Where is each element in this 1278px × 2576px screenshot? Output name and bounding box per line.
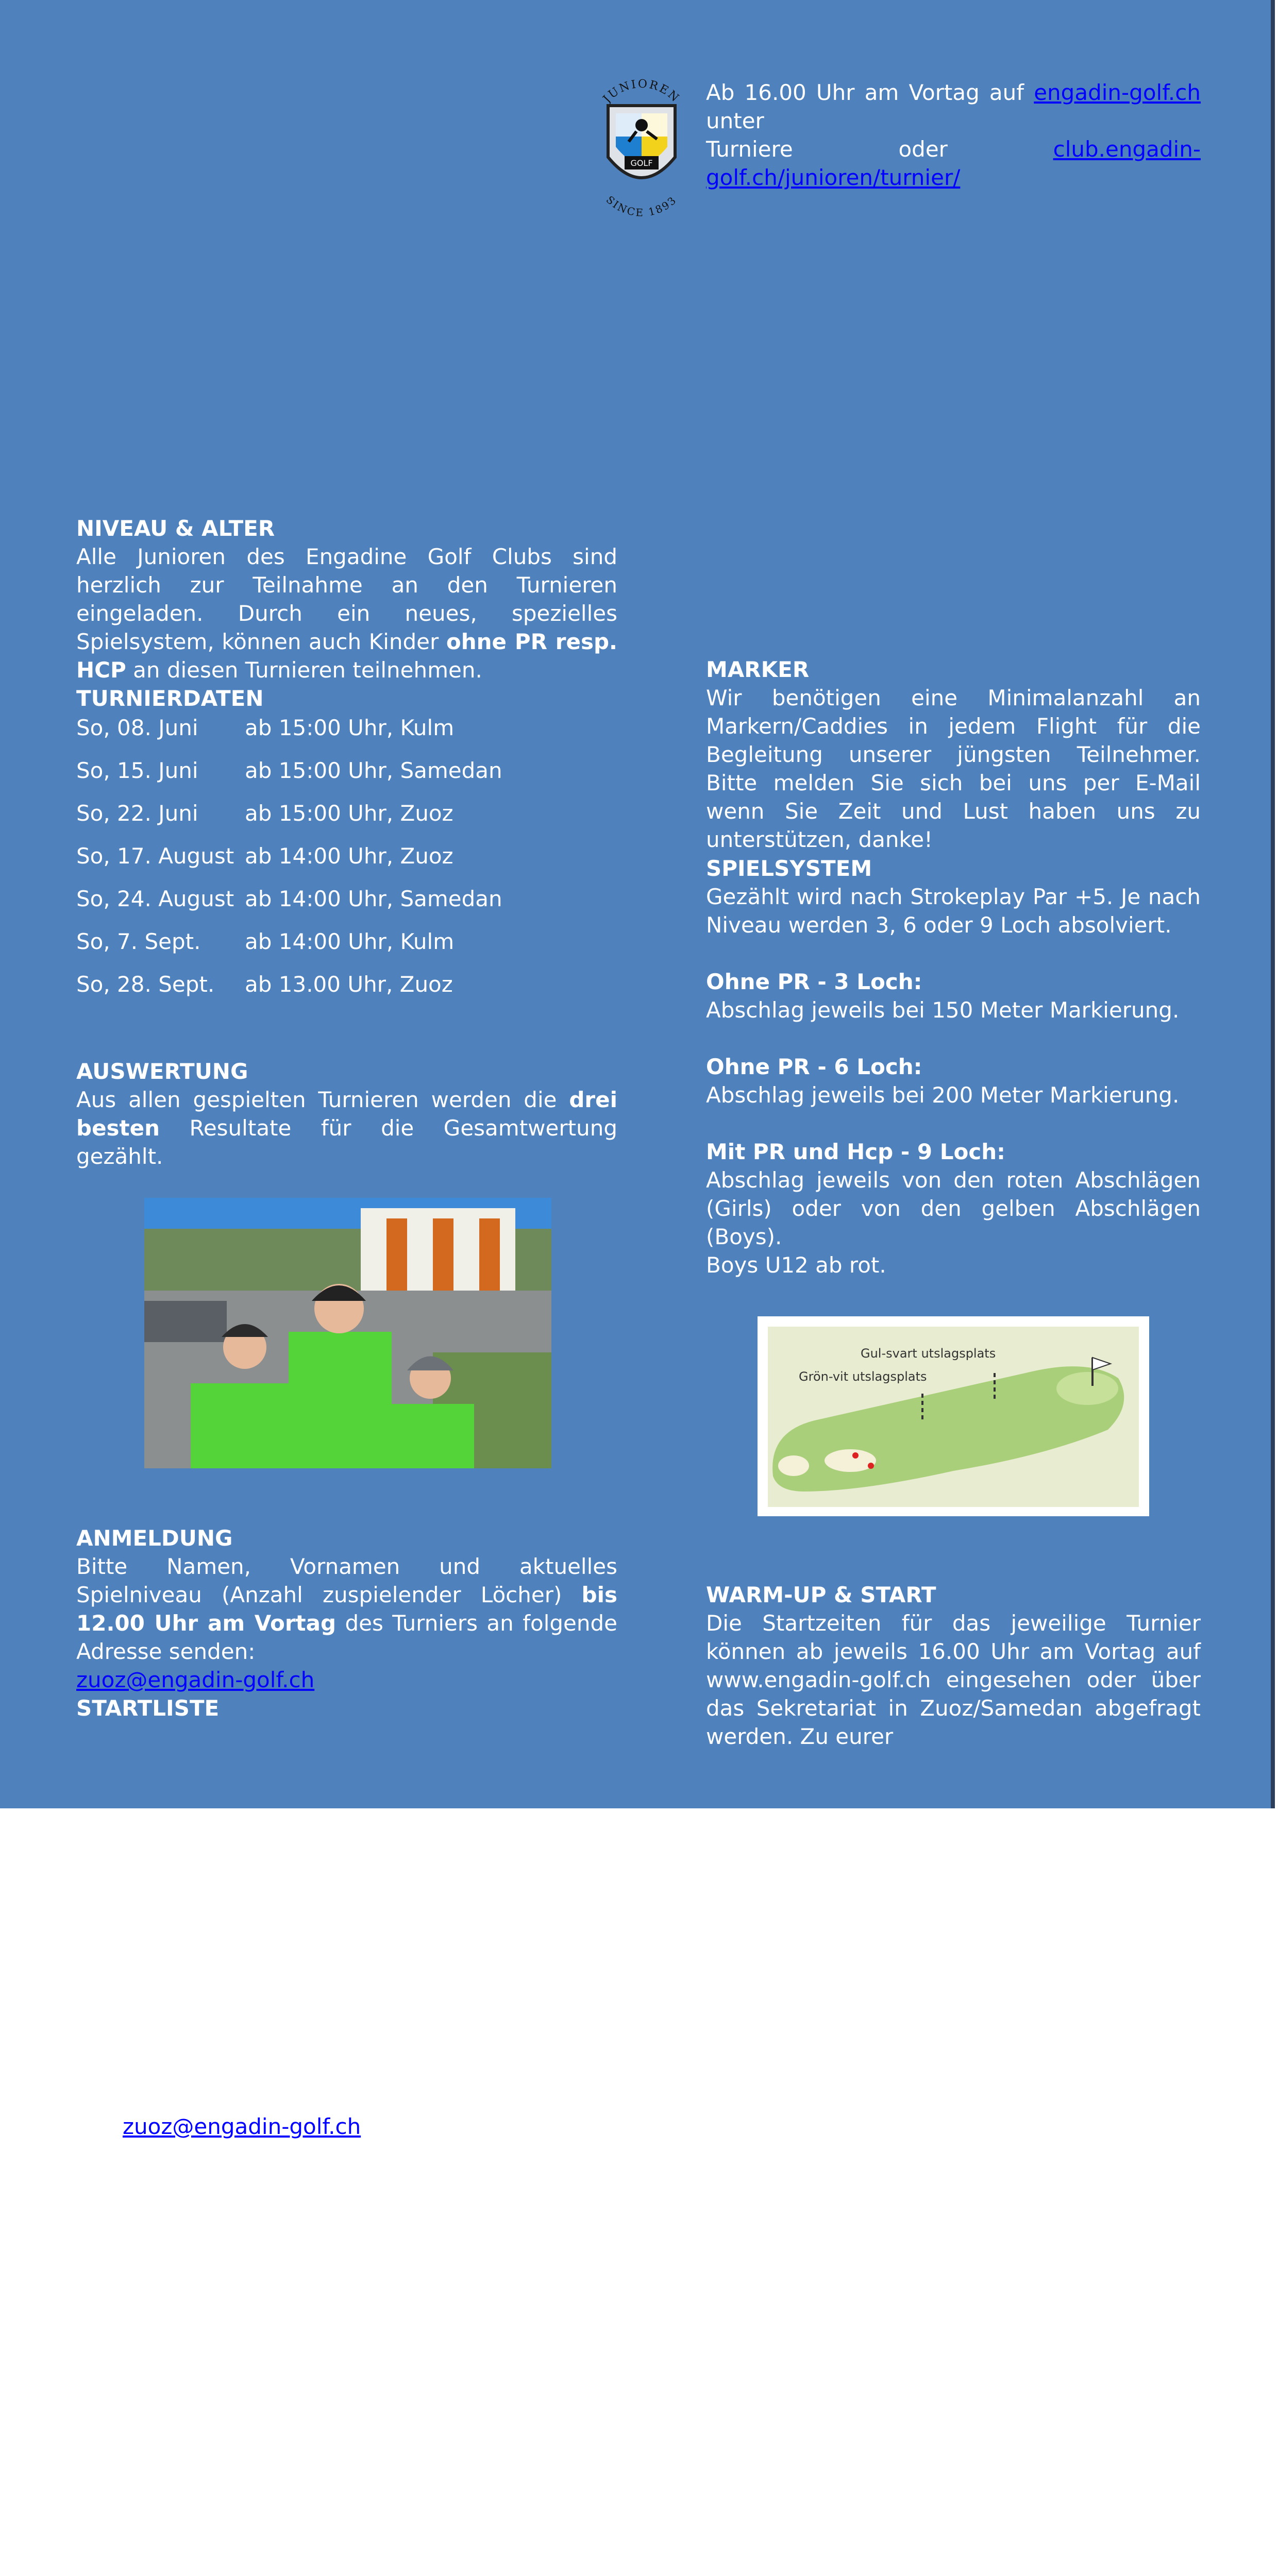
auswertung-section [76, 1057, 617, 1171]
turnier-date: So, 7. Sept. [76, 929, 201, 954]
turnier-time-location: ab 14:00 Uhr, Samedan [245, 886, 502, 911]
turnier-date: So, 15. Juni [76, 758, 198, 783]
anmeldung-heading: ANMELDUNG [76, 1526, 233, 1551]
marker-section [706, 655, 1201, 854]
warmup-text: Die Startzeiten für das jeweilige Turnier können ab jeweils 16.00 Uhr am Vortag auf www.engadin-golf.ch eingesehen oder über das Sekretariat in Zuoz/Samedan abgefragt werden. Zu eurer [706, 1611, 1201, 1749]
svg-text:SINCE 1893 [604, 193, 680, 218]
turnier-date-row [76, 842, 592, 870]
logo-arc-top: JUNIOREN [600, 77, 682, 106]
turnier-date: So, 28. Sept. [76, 972, 215, 997]
auswertung-text: Aus allen gespielten Turnieren werden die drei besten Resultate für die Gesamtwertung gezählt. [76, 1087, 617, 1169]
pr6-text: Abschlag jeweils bei 200 Meter Markierung. [706, 1082, 1180, 1108]
anmeldung-text: Bitte Namen, Vornamen und aktuelles Spielniveau (Anzahl zuspielender Löcher) bis 12.00 Uhr am Vortag des Turniers an folgende Adresse senden: [76, 1554, 617, 1664]
logo-banner: GOLF [630, 158, 653, 168]
startliste-heading: STARTLISTE [76, 1696, 220, 1721]
turnier-date-row [76, 714, 592, 742]
spielsystem-heading: SPIELSYSTEM [706, 856, 872, 881]
marker-heading: MARKER [706, 657, 810, 682]
turnier-date-row [76, 927, 592, 956]
svg-text:JUNIOREN [600, 78, 682, 107]
spielsystem-section [706, 854, 1201, 1279]
club-turnier-link[interactable]: club.engadin-golf.ch/junioren/turnier/ [706, 137, 1201, 190]
pr9-heading: Mit PR und Hcp - 9 Loch: [706, 1139, 1005, 1164]
turnier-date: So, 17. August [76, 843, 234, 869]
header-intro: Ab 16.00 Uhr am Vortag auf engadin-golf.ch unter Turniere oder club.engadin-golf.ch/junioren/turnier/ [706, 80, 1201, 190]
label-yellow-tee: Gul-svart utslagsplats [861, 1346, 996, 1361]
turnier-date-row [76, 756, 592, 785]
footer-email-link[interactable]: zuoz@engadin-golf.ch [123, 2114, 361, 2139]
pr3-heading: Ohne PR - 3 Loch: [706, 969, 922, 994]
spielsystem-text: Gezählt wird nach Strokeplay Par +5. Je nach Niveau werden 3, 6 oder 9 Loch absolviert. [706, 884, 1201, 938]
turnier-date-row [76, 970, 592, 998]
warmup-heading: WARM-UP & START [706, 1582, 936, 1607]
pr9-note: Boys U12 ab rot. [706, 1252, 886, 1278]
turnier-date-row [76, 885, 592, 913]
turnier-time-location: ab 15:00 Uhr, Samedan [245, 758, 502, 783]
pr3-text: Abschlag jeweils bei 150 Meter Markierung. [706, 997, 1180, 1023]
engadin-golf-link[interactable]: engadin-golf.ch [1034, 80, 1201, 105]
turnierdaten-heading: TURNIERDATEN [76, 686, 264, 711]
turnier-date-row [76, 799, 592, 827]
logo-arc-bottom: SINCE 1893 [603, 193, 680, 219]
label-green-tee: Grön-vit utslagsplats [799, 1369, 927, 1384]
junioren-logo [587, 64, 696, 234]
panel-edge [1271, 0, 1275, 1808]
turnier-time-location: ab 13.00 Uhr, Zuoz [245, 972, 453, 997]
pr6-heading: Ohne PR - 6 Loch: [706, 1054, 922, 1079]
niveau-text: Alle Junioren des Engadine Golf Clubs sind herzlich zur Teilnahme an den Turnieren eingeladen. Durch ein neues, spezielles Spielsystem, können auch Kinder ohne PR resp. HCP an diesen Turnieren teilnehmen. [76, 544, 617, 683]
anmeldung-email-link[interactable]: zuoz@engadin-golf.ch [76, 1667, 315, 1692]
turnier-date: So, 24. August [76, 886, 234, 911]
turnier-time-location: ab 15:00 Uhr, Zuoz [245, 801, 453, 826]
niveau-section [76, 514, 617, 684]
golf-juniors-photo [144, 1198, 551, 1468]
turnier-date: So, 22. Juni [76, 801, 198, 826]
turnier-time-location: ab 15:00 Uhr, Kulm [245, 715, 455, 740]
marker-text: Wir benötigen eine Minimalanzahl an Markern/Caddies in jedem Flight für die Begleitung unserer jüngsten Teilnehmer. Bitte melden Sie sich bei uns per E-Mail wenn Sie Zeit und Lust haben uns zu unterstützen, danke! [706, 685, 1201, 852]
auswertung-heading: AUSWERTUNG [76, 1059, 248, 1084]
pr9-text: Abschlag jeweils von den roten Abschlägen (Girls) oder von den gelben Abschlägen (Boys). [706, 1167, 1201, 1249]
golf-hole-diagram [758, 1316, 1149, 1516]
anmeldung-section [76, 1524, 617, 1694]
turnier-time-location: ab 14:00 Uhr, Zuoz [245, 843, 453, 869]
warmup-section [706, 1581, 1201, 1751]
turnier-date: So, 08. Juni [76, 715, 198, 740]
niveau-heading: NIVEAU & ALTER [76, 516, 275, 541]
turnier-time-location: ab 14:00 Uhr, Kulm [245, 929, 455, 954]
